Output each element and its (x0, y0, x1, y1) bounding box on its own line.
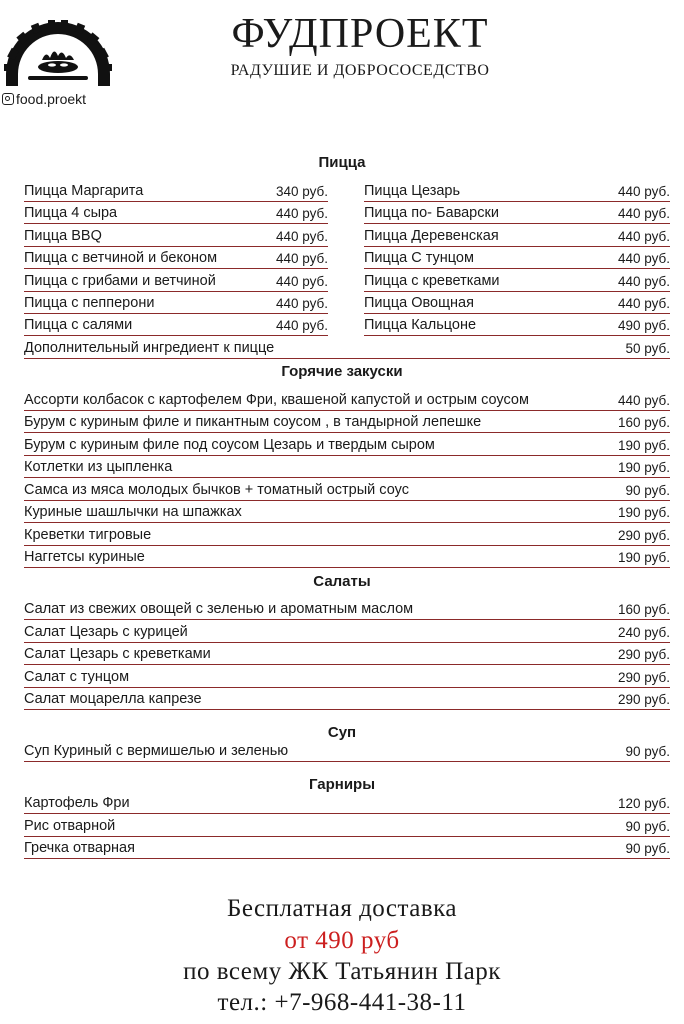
item-name: Пицца BBQ (24, 228, 102, 244)
menu-row (364, 225, 670, 247)
item-name: Котлетки из цыпленка (24, 459, 173, 475)
item-price: 440 руб. (617, 206, 670, 221)
contact-phone[interactable]: тел.: +7-968-441-38-11 (217, 989, 467, 1016)
item-name: Салат моцарелла капрезе (24, 691, 202, 707)
item-price: 340 руб. (275, 184, 328, 199)
item-price: 440 руб. (617, 184, 670, 199)
item-price: 90 руб. (625, 841, 670, 856)
menu-row (24, 688, 670, 710)
menu-row (24, 225, 328, 247)
item-price: 440 руб. (275, 296, 328, 311)
item-price: 120 руб. (617, 796, 670, 811)
item-name: Картофель Фри (24, 795, 130, 811)
item-name: Пицца с креветками (364, 273, 500, 289)
item-price: 160 руб. (617, 415, 670, 430)
item-name: Бурум с куриным филе под соусом Цезарь и твердым сыром (24, 437, 435, 453)
section-title-pizza: Пицца (318, 154, 366, 171)
item-name: Наггетсы куриные (24, 549, 145, 565)
item-name: Дополнительный ингредиент к пицце (24, 340, 275, 356)
item-price: 240 руб. (617, 625, 670, 640)
item-price: 160 руб. (617, 602, 670, 617)
menu-row (24, 292, 328, 314)
menu-row (24, 411, 670, 433)
menu-row (24, 456, 670, 478)
menu-header (0, 0, 684, 120)
menu-row (364, 247, 670, 269)
item-price: 440 руб. (275, 318, 328, 333)
brand-title: ФУДПРОЕКТ (231, 11, 489, 57)
menu-row (24, 180, 328, 202)
menu-row (24, 740, 670, 762)
section-title-salads: Салаты (313, 573, 371, 590)
item-price: 90 руб. (625, 483, 670, 498)
item-name: Гречка отварная (24, 840, 135, 856)
delivery-area: по всему ЖК Татьянин Парк (183, 958, 501, 985)
item-price: 440 руб. (275, 229, 328, 244)
brand-tagline: РАДУШИЕ И ДОБРОСОСЕДСТВО (230, 62, 490, 79)
item-name: Куриные шашлычки на шпажках (24, 504, 242, 520)
item-price: 440 руб. (617, 251, 670, 266)
menu-row (24, 621, 670, 643)
menu-row (24, 202, 328, 224)
menu-row (24, 524, 670, 546)
item-price: 190 руб. (617, 505, 670, 520)
section-title-hot: Горячие закуски (281, 363, 403, 380)
menu-row (364, 202, 670, 224)
menu-row (24, 815, 670, 837)
item-name: Пицца Деревенская (364, 228, 499, 244)
menu-row (24, 270, 328, 292)
delivery-headline: Бесплатная доставка (226, 895, 458, 922)
item-price: 440 руб. (617, 296, 670, 311)
menu-row (24, 434, 670, 456)
item-price: 50 руб. (625, 341, 670, 356)
menu-row (24, 501, 670, 523)
section-title-sides: Гарниры (308, 776, 376, 793)
menu-row (24, 479, 670, 501)
menu-row (24, 247, 328, 269)
item-name: Рис отварной (24, 818, 116, 834)
item-name: Креветки тигровые (24, 527, 152, 543)
item-price: 440 руб. (275, 206, 328, 221)
item-price: 440 руб. (617, 229, 670, 244)
item-name: Самса из мяса молодых бычков + томатный острый соус (24, 482, 409, 498)
item-price: 290 руб. (617, 670, 670, 685)
item-price: 190 руб. (617, 550, 670, 565)
item-name: Пицца Маргарита (24, 183, 144, 199)
menu-row (24, 598, 670, 620)
item-name: Салат из свежих овощей с зеленью и ароматным маслом (24, 601, 414, 617)
item-price: 440 руб. (275, 251, 328, 266)
menu-row (24, 837, 670, 859)
menu-row (364, 180, 670, 202)
item-name: Пицца 4 сыра (24, 205, 118, 221)
oven-logo-icon (2, 20, 114, 86)
item-name: Пицца с салями (24, 317, 133, 333)
menu-row (24, 314, 328, 336)
menu-row (364, 270, 670, 292)
item-price: 290 руб. (617, 692, 670, 707)
item-name: Салат Цезарь с курицей (24, 624, 188, 640)
item-price: 290 руб. (617, 647, 670, 662)
item-price: 440 руб. (617, 393, 670, 408)
menu-row (24, 792, 670, 814)
item-price: 190 руб. (617, 460, 670, 475)
item-price: 290 руб. (617, 528, 670, 543)
item-name: Салат с тунцом (24, 669, 130, 685)
menu-row (364, 292, 670, 314)
item-name: Суп Куриный с вермишелью и зеленью (24, 743, 289, 759)
menu-row (24, 389, 670, 411)
item-name: Бурум с куриным филе и пикантным соусом , в тандырной лепешке (24, 414, 482, 430)
instagram-label: food.proekt (16, 91, 87, 107)
item-price: 190 руб. (617, 438, 670, 453)
item-price: 90 руб. (625, 819, 670, 834)
item-name: Ассорти колбасок с картофелем Фри, квашеной капустой и острым соусом (24, 392, 529, 408)
item-price: 440 руб. (617, 274, 670, 289)
item-name: Пицца с грибами и ветчиной (24, 273, 216, 289)
item-name: Пицца Цезарь (364, 183, 461, 199)
menu-row (364, 314, 670, 336)
item-name: Пицца Овощная (364, 295, 474, 311)
menu-row (24, 337, 670, 359)
item-name: Пицца с ветчиной и беконом (24, 250, 218, 266)
menu-row (24, 643, 670, 665)
item-name: Пицца по- Баварски (364, 205, 499, 221)
item-price: 90 руб. (625, 744, 670, 759)
item-name: Салат Цезарь с креветками (24, 646, 211, 662)
menu-row (24, 666, 670, 688)
delivery-minimum: от 490 руб (284, 927, 400, 954)
item-price: 490 руб. (617, 318, 670, 333)
item-name: Пицца С тунцом (364, 250, 474, 266)
item-price: 440 руб. (275, 274, 328, 289)
item-name: Пицца с пепперони (24, 295, 155, 311)
instagram-handle[interactable] (2, 91, 86, 107)
section-title-soup: Суп (327, 724, 357, 741)
instagram-icon (2, 93, 14, 105)
item-name: Пицца Кальцоне (364, 317, 477, 333)
menu-row (24, 546, 670, 568)
